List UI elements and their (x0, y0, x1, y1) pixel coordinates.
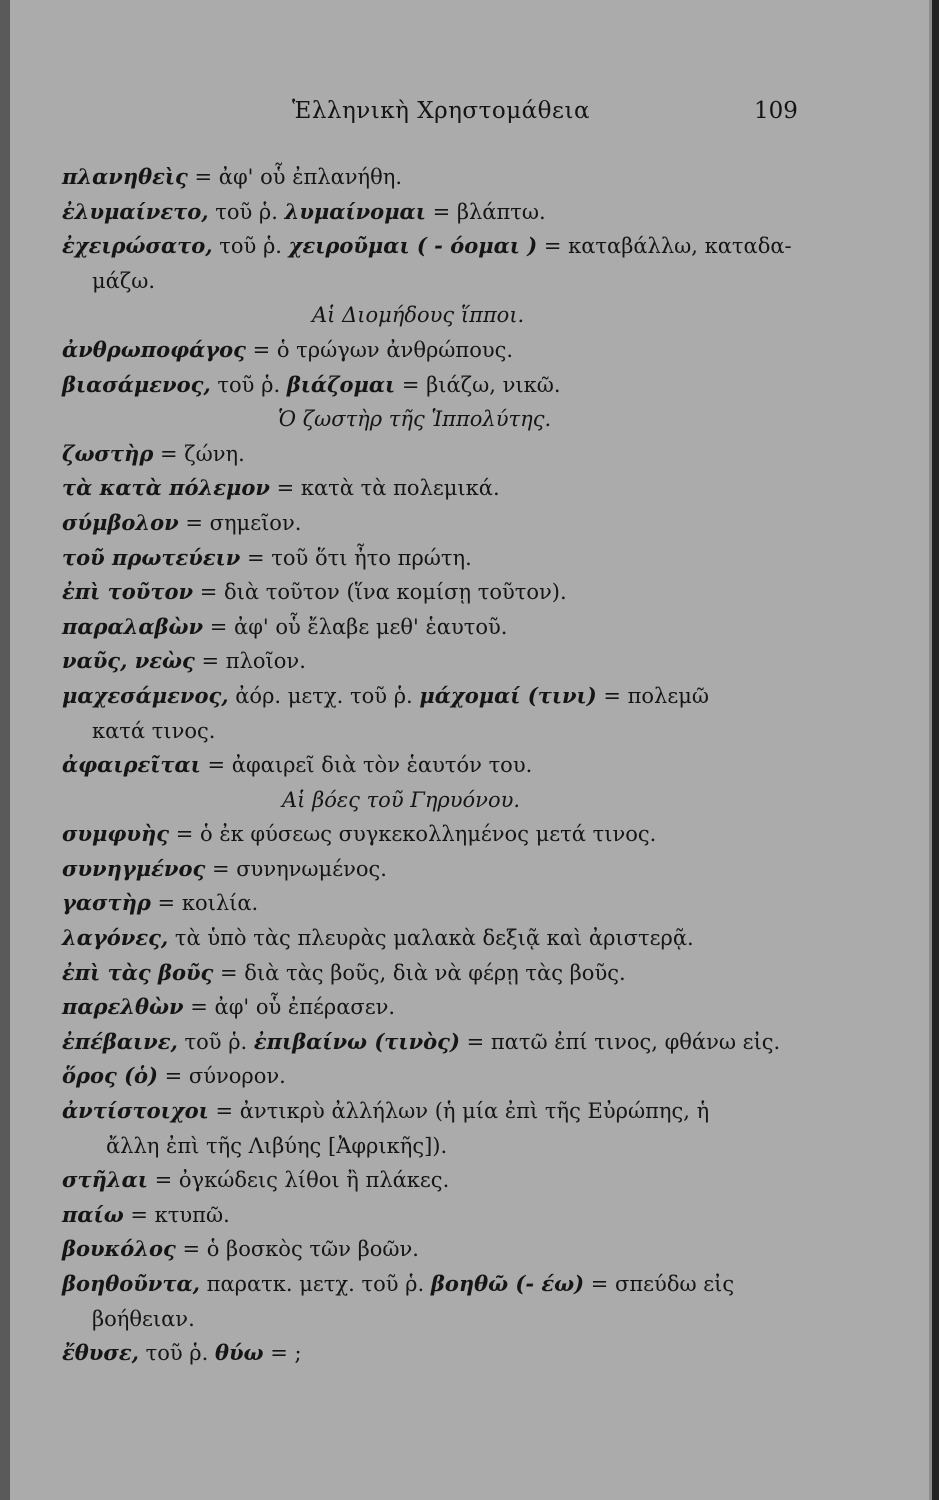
section-heading (62, 298, 822, 333)
glossary-entry (62, 1025, 822, 1060)
entry-term: ἀντίστοιχοι (62, 1098, 209, 1124)
entry-term: στῆλαι (62, 1167, 148, 1193)
entry-gloss: = βιάζω, νικῶ. (395, 372, 561, 397)
entry-gloss: τοῦ ῥ. (210, 372, 287, 397)
entry-term: ἐλυμαίνετο, (62, 198, 209, 224)
continuation-line (62, 1129, 822, 1164)
entry-gloss: = ὁ βοσκὸς τῶν βοῶν. (175, 1237, 419, 1262)
entry-gloss: = κοιλία. (150, 891, 259, 916)
glossary-entry (62, 195, 822, 230)
entry-gloss: = ὁ ἐκ φύσεως συγκεκολλημένος μετά τινος. (169, 822, 657, 847)
entry-gloss: = κατὰ τὰ πολεμικά. (269, 476, 500, 501)
entry-gloss: = σπεύδω εἰς (584, 1272, 735, 1296)
entry-term: ἔθυσε, (62, 1340, 139, 1366)
entry-gloss: = ἀντικρὺ ἀλλήλων (ἡ μία ἐπὶ τῆς Εὐρώπης, ἡ (208, 1099, 710, 1124)
glossary-entry (62, 990, 822, 1025)
entry-term: ζωστὴρ (62, 440, 154, 466)
entry-term: ἐπὶ τὰς βοῦς (62, 959, 214, 985)
entry-term: μάχομαί (τινι) (419, 682, 597, 708)
glossary-text (62, 160, 822, 1371)
glossary-entry (62, 852, 822, 887)
glossary-entry (62, 1267, 822, 1302)
entry-term: τὰ κατὰ πόλεμον (62, 475, 270, 501)
continuation-line (62, 714, 822, 749)
entry-term: βοηθῶ (- έω) (430, 1271, 585, 1296)
entry-term: λαγόνες, (62, 925, 169, 951)
glossary-entry (62, 1094, 822, 1129)
section-heading-text: Ὁ ζωστὴρ τῆς Ἱππολύτης. (278, 407, 552, 432)
glossary-entry (62, 160, 822, 195)
entry-gloss: τοῦ ῥ. (212, 234, 289, 259)
entry-gloss: = διὰ τὰς βοῦς, διὰ νὰ φέρῃ τὰς βοῦς. (213, 960, 626, 985)
running-header: Ἑλληνικὴ Χρηστομάθεια (292, 98, 590, 124)
glossary-entry (62, 748, 822, 783)
entry-term: πλανηθεὶς (62, 164, 188, 189)
entry-term: ἐχειρώσατο, (62, 233, 213, 259)
entry-gloss: = πολεμῶ (596, 683, 710, 708)
entry-gloss: = τοῦ ὅτι ἦτο πρώτη. (240, 545, 472, 570)
section-heading-text: Αἱ βόες τοῦ Γηρυόνου. (282, 787, 521, 812)
entry-gloss: τοῦ ῥ. (208, 199, 285, 224)
glossary-entry (62, 610, 822, 645)
entry-term: λυμαίνομαι (284, 198, 426, 224)
entry-gloss: = καταβάλλω, καταδα- (537, 234, 792, 259)
glossary-entry (62, 333, 822, 368)
entry-gloss: = ὁ τρώγων ἀνθρώπους. (245, 337, 514, 362)
entry-gloss: = ; (263, 1341, 302, 1366)
entry-term: συμφυὴς (62, 821, 170, 847)
section-heading (62, 783, 822, 818)
continuation-text: ἄλλη ἐπὶ τῆς Λιβύης [Ἀφρικῆς]). (106, 1133, 448, 1158)
entry-term: βουκόλος (62, 1236, 176, 1262)
entry-term: παραλαβὼν (62, 613, 204, 639)
page-left-edge (0, 0, 10, 1500)
entry-term: ἐπέβαινε, (62, 1028, 178, 1054)
entry-gloss: = πατῶ ἐπί τινος, φθάνω εἰς. (459, 1029, 781, 1054)
entry-term: ναῦς, νεὼς (62, 648, 195, 674)
entry-gloss: = βλάπτω. (425, 199, 546, 224)
glossary-entry (62, 1232, 822, 1267)
entry-gloss: = συνηνωμένος. (205, 856, 387, 881)
entry-gloss: τοῦ ῥ. (177, 1029, 254, 1054)
entry-gloss: ἀόρ. μετχ. τοῦ ῥ. (228, 683, 420, 708)
entry-term: ἐπιβαίνω (τινὸς) (253, 1028, 460, 1054)
entry-gloss: = κτυπῶ. (123, 1202, 230, 1227)
glossary-entry (62, 368, 822, 403)
glossary-entry (62, 471, 822, 506)
entry-gloss: = ἀφ' οὗ ἐπλανήθη. (187, 165, 403, 189)
section-heading-text: Αἱ Διομήδους ἵπποι. (312, 303, 525, 328)
glossary-entry (62, 506, 822, 541)
entry-term: συνηγμένος (62, 855, 206, 881)
entry-term: παίω (62, 1201, 124, 1227)
entry-gloss: = ἀφ' οὗ ἔλαβε μεθ' ἑαυτοῦ. (203, 614, 508, 639)
glossary-entry (62, 229, 822, 264)
continuation-text: βοήθειαν. (92, 1306, 195, 1331)
entry-term: ἀφαιρεῖται (62, 752, 201, 778)
entry-term: τοῦ πρωτεύειν (62, 544, 241, 570)
entry-gloss: παρατκ. μετχ. τοῦ ῥ. (199, 1272, 431, 1296)
entry-gloss: τοῦ ῥ. (138, 1341, 215, 1366)
entry-gloss: = σημεῖον. (178, 510, 302, 535)
entry-term: χειροῦμαι ( - όομαι ) (288, 233, 538, 259)
entry-gloss: = σύνορον. (157, 1064, 286, 1089)
entry-term: βιασάμενος, (62, 371, 211, 397)
glossary-entry (62, 541, 822, 576)
glossary-entry (62, 956, 822, 991)
continuation-line (62, 1302, 822, 1337)
entry-gloss: τὰ ὑπὸ τὰς πλευρὰς μαλακὰ δεξιᾷ καὶ ἀριστερᾷ. (168, 926, 694, 951)
page-number: 109 (754, 98, 798, 124)
glossary-entry (62, 644, 822, 679)
entry-term: μαχεσάμενος, (62, 682, 229, 708)
glossary-entry (62, 1163, 822, 1198)
glossary-entry (62, 575, 822, 610)
glossary-entry (62, 437, 822, 472)
page-right-edge (932, 0, 939, 1500)
continuation-line (62, 264, 822, 299)
glossary-entry (62, 1198, 822, 1233)
entry-term: βοηθοῦντα, (62, 1271, 200, 1296)
book-page (10, 0, 932, 1500)
continuation-text: μάζω. (92, 268, 156, 293)
entry-gloss: = ὀγκώδεις λίθοι ἢ πλάκες. (147, 1168, 450, 1193)
entry-term: βιάζομαι (286, 371, 396, 397)
entry-gloss: = πλοῖον. (194, 649, 306, 674)
entry-gloss: = ἀφ' οὗ ἐπέρασεν. (183, 995, 396, 1020)
entry-gloss: = ἀφαιρεῖ διὰ τὸν ἑαυτόν του. (200, 753, 533, 778)
entry-term: σύμβολον (62, 509, 179, 535)
glossary-entry (62, 817, 822, 852)
glossary-entry (62, 1336, 822, 1371)
entry-gloss: = ζώνη. (153, 441, 245, 466)
entry-term: γαστὴρ (62, 890, 151, 916)
entry-gloss: = διὰ τοῦτον (ἵνα κομίσῃ τοῦτον). (193, 580, 567, 605)
entry-term: παρελθὼν (62, 994, 184, 1020)
continuation-text: κατά τινος. (92, 718, 216, 743)
entry-term: ὅρος (ὁ) (62, 1063, 158, 1089)
entry-term: θύω (214, 1340, 264, 1366)
glossary-entry (62, 921, 822, 956)
glossary-entry (62, 679, 822, 714)
entry-term: ἀνθρωποφάγος (62, 336, 246, 362)
section-heading (62, 402, 822, 437)
glossary-entry (62, 1059, 822, 1094)
entry-term: ἐπὶ τοῦτον (62, 579, 194, 605)
glossary-entry (62, 886, 822, 921)
